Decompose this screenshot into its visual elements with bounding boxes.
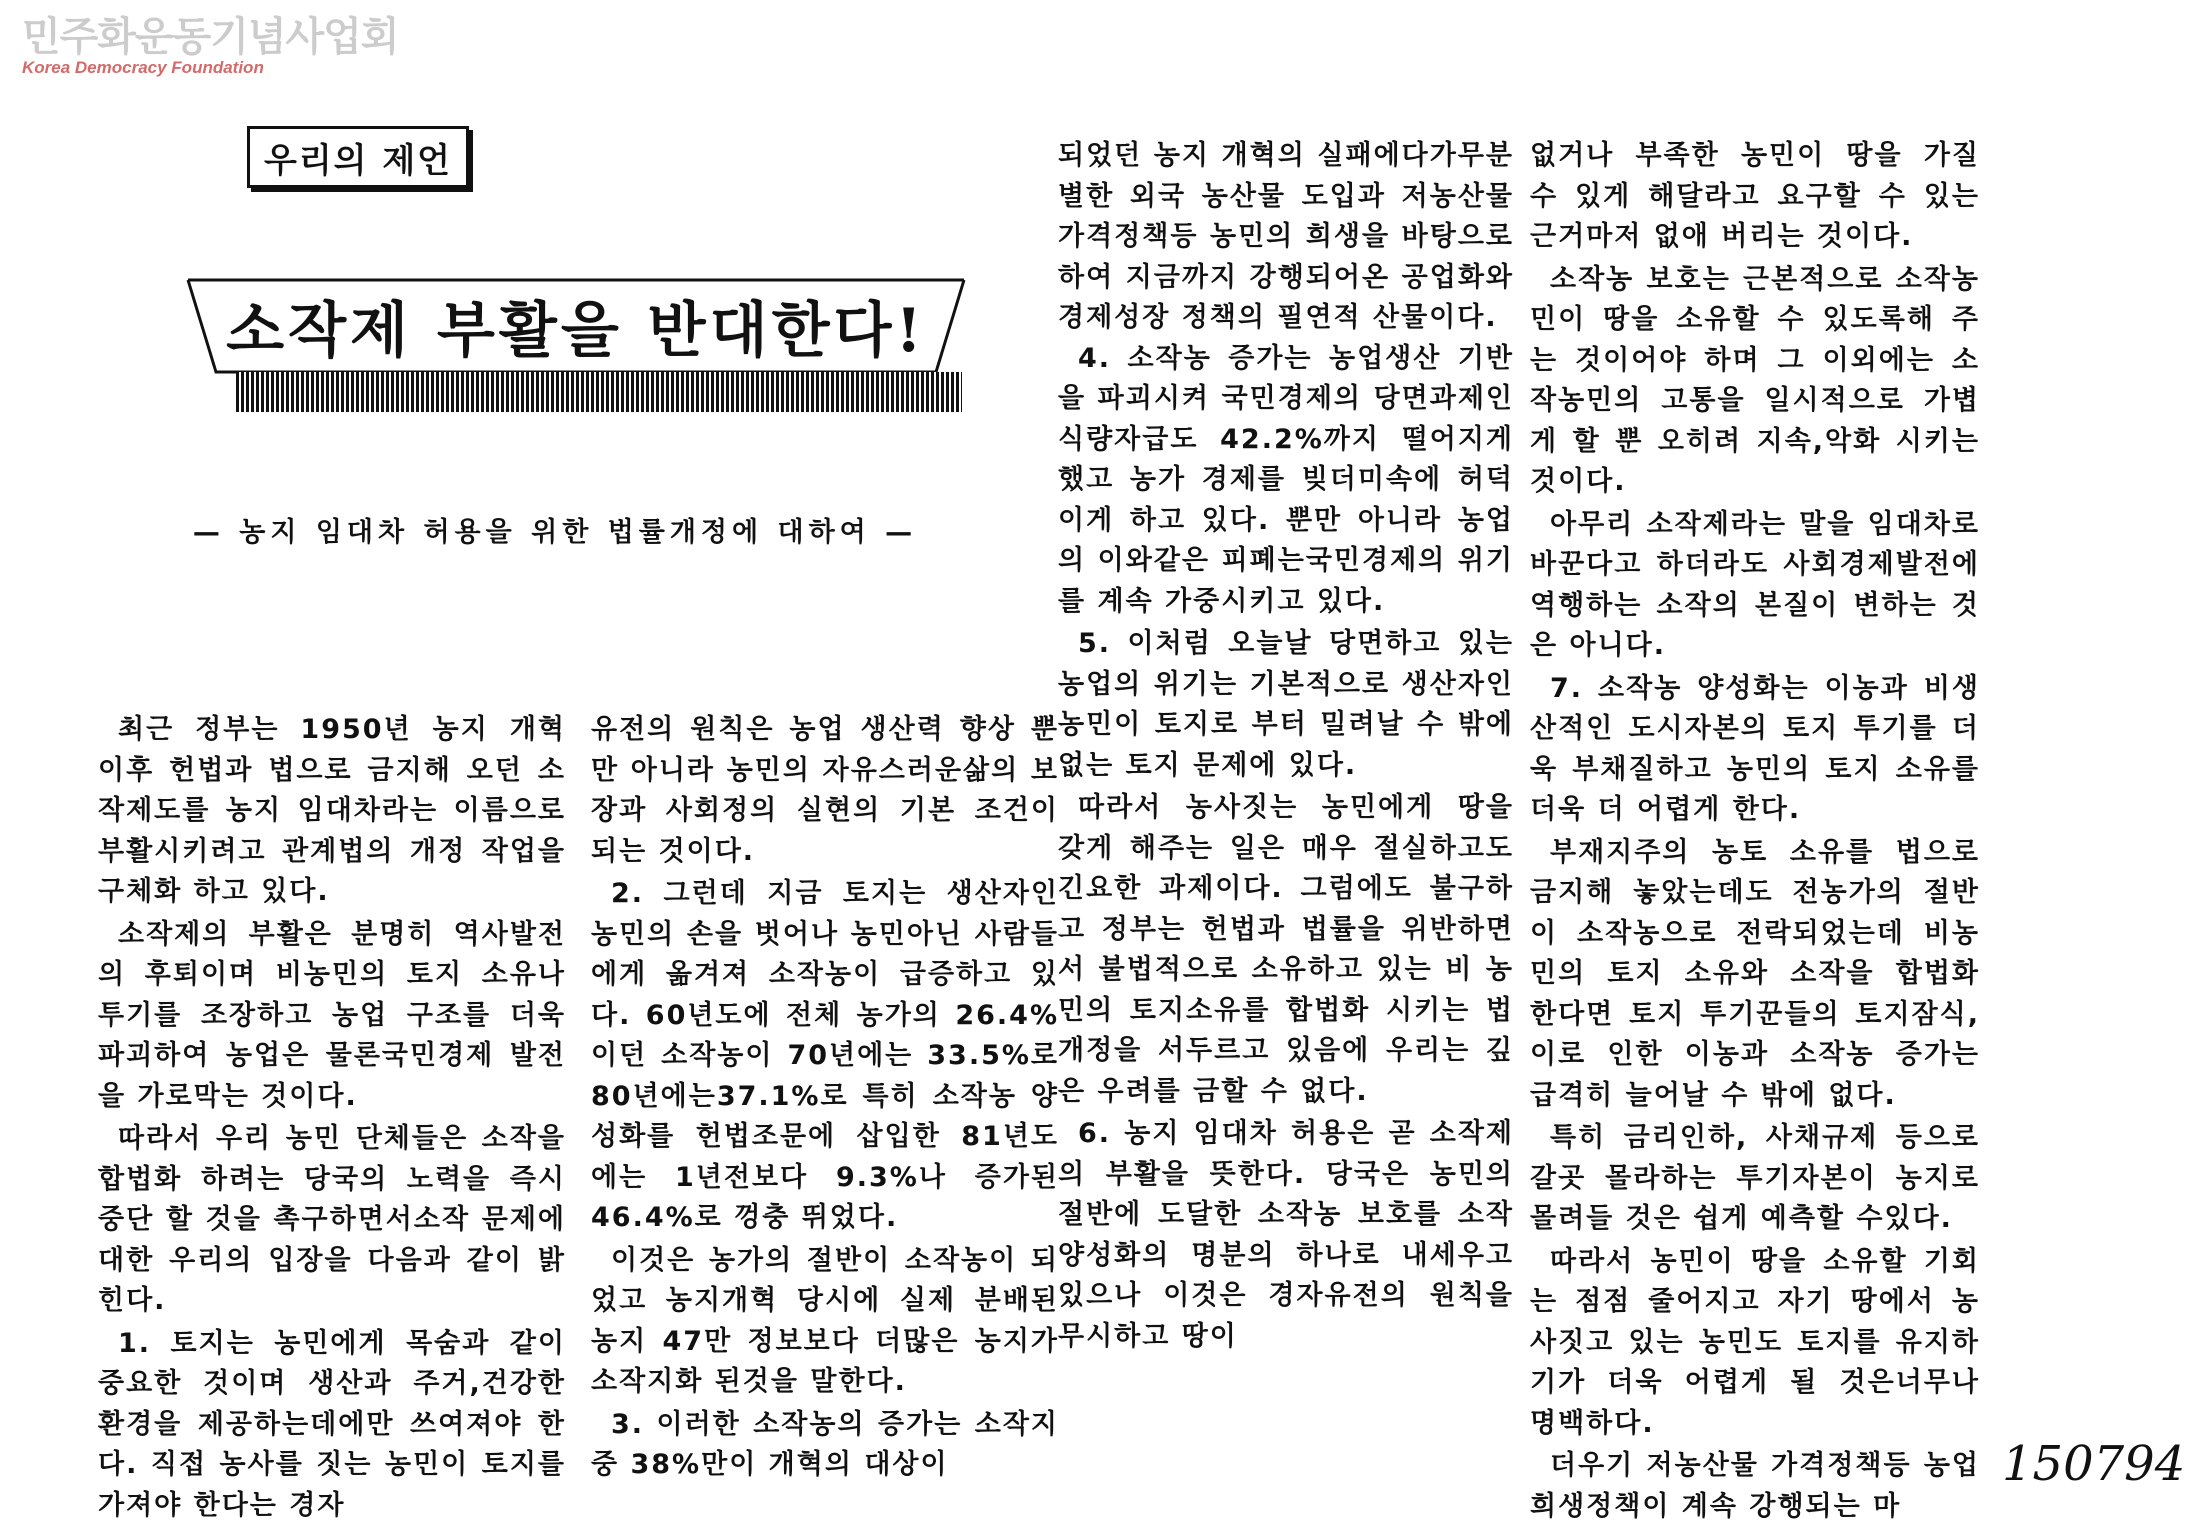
article-column-4 xyxy=(1530,136,1980,1522)
paragraph: 최근 정부는 1950년 농지 개혁 이후 헌법과 법으로 금지해 오던 소작제도를 농지 임대차라는 이름으로 부활시키려고 관계법의 개정 작업을 구체화 하고 있다. xyxy=(98,714,566,907)
paragraph: 5. 이처럼 오늘날 당면하고 있는 농업의 위기는 기본적으로 생산자인 농민이 토지로 부터 밀려날 수 밖에 없는 토지 문제에 있다. xyxy=(1058,628,1514,781)
paragraph: 2. 그런데 지금 토지는 생산자인 농민의 손을 벗어나 농민아닌 사람들에게 옮겨져 소작농이 급증하고 있다. 60년도에 전체 농가의 26.4%이던 소작농이 70년에는 33.5%로 80년에는37.1%로 특히 소작농 양성화를 헌법조문에 삽입한 81년도에는 1년전보다 9.3%나 증가된 46.4%로 껑충 뛰었다. xyxy=(591,878,1059,1233)
paragraph: 7. 소작농 양성화는 이농과 비생산적인 도시자본의 토지 투기를 더욱 부채질하고 농민의 토지 소유를 더욱 더 어렵게 한다. xyxy=(1530,672,1980,825)
headline-text: 소작제 부활을 반대한다! xyxy=(226,296,926,366)
paragraph: 아무리 소작제라는 말을 임대차로 바꾼다고 하더라도 사회경제발전에 역행하는 소작의 본질이 변하는 것은 아니다. xyxy=(1530,508,1980,661)
watermark-korean: 민주화운동기념사업회 xyxy=(22,14,399,60)
subtitle: — 농지 임대차 허용을 위한 법률개정에 대하여 — xyxy=(192,517,918,548)
paragraph: 4. 소작농 증가는 농업생산 기반을 파괴시켜 국민경제의 당면과제인 식량자급도 42.2%까지 떨어지게 했고 농가 경제를 빚더미속에 허덕이게 하고 있다. 뿐만 아니라 농업의 이와같은 피폐는국민경제의 위기를 계속 가중시키고 있다. xyxy=(1058,342,1514,617)
article-column-1 xyxy=(98,710,566,1521)
paragraph: 유전의 원칙은 농업 생산력 향상 뿐만 아니라 농민의 자유스러운삶의 보장과 사회정의 실현의 기본 조건이 되는 것이다. xyxy=(591,714,1059,867)
paragraph: 6. 농지 임대차 허용은 곧 소작제의 부활을 뜻한다. 당국은 농민의 절반에 도달한 소작농 보호를 소작 양성화의 명분의 하나로 내세우고 있으나 이것은 경자유전의 원칙을 무시하고 땅이 xyxy=(1058,1118,1514,1352)
paragraph: 소작농 보호는 근본적으로 소작농민이 땅을 소유할 수 있도록해 주는 것이어야 하며 그 이외에는 소작농민의 고통을 일시적으로 가볍게 할 뿐 오히려 지속,악화 시키는 것이다. xyxy=(1530,263,1980,497)
paragraph: 따라서 농사짓는 농민에게 땅을 갖게 해주는 일은 매우 절실하고도 긴요한 과제이다. 그럼에도 불구하고 정부는 헌법과 법률을 위반하면서 불법적으로 소유하고 있는 비 농민의 토지소유를 합법화 시키는 법 개정을 서두르고 있음에 우리는 깊은 우려를 금할 수 없다. xyxy=(1058,792,1514,1107)
paragraph: 되었던 농지 개혁의 실패에다가무분별한 외국 농산물 도입과 저농산물 가격정책등 농민의 희생을 바탕으로 하여 지금까지 강행되어온 공업화와 경제성장 정책의 필연적 산물이다. xyxy=(1058,140,1514,333)
paragraph: 특히 금리인하, 사채규제 등으로 갈곳 몰라하는 투기자본이 농지로 몰려들 것은 쉽게 예측할 수있다. xyxy=(1530,1122,1980,1234)
section-label: 우리의 제언 xyxy=(247,126,469,188)
watermark-english: Korea Democracy Foundation xyxy=(22,58,264,77)
headline-hatch-bar xyxy=(236,372,962,412)
watermark xyxy=(22,14,398,78)
article-column-2 xyxy=(591,710,1059,1515)
paragraph: 소작제의 부활은 분명히 역사발전의 후퇴이며 비농민의 토지 소유나 투기를 조장하고 농업 구조를 더욱 파괴하여 농업은 물론국민경제 발전을 가로막는 것이다. xyxy=(98,918,566,1112)
paragraph: 1. 토지는 농민에게 목숨과 같이 중요한 것이며 생산과 주거,건강한 환경을 제공하는데에만 쓰여져야 한다. 직접 농사를 짓는 농민이 토지를 가져야 한다는 경자 xyxy=(98,1327,566,1521)
paragraph: 부재지주의 농토 소유를 법으로 금지해 놓았는데도 전농가의 절반이 소작농으로 전락되었는데 비농민의 토지 소유와 소작을 합법화 한다면 토지 투기꾼들의 토지잠식, 이로 인한 이농과 소작농 증가는 급격히 늘어날 수 밖에 없다. xyxy=(1530,836,1980,1111)
archive-number: 150794 xyxy=(2002,1436,2185,1492)
paragraph: 3. 이러한 소작농의 증가는 소작지중 38%만이 개혁의 대상이 xyxy=(591,1408,1059,1480)
article-column-3 xyxy=(1058,136,1514,1516)
paragraph: 이것은 농가의 절반이 소작농이 되었고 농지개혁 당시에 실제 분배된 농지 47만 정보보다 더많은 농지가 소작지화 된것을 말한다. xyxy=(591,1244,1059,1397)
paragraph: 따라서 우리 농민 단체들은 소작을 합법화 하려는 당국의 노력을 즉시 중단 할 것을 촉구하면서소작 문제에 대한 우리의 입장을 다음과 같이 밝힌다. xyxy=(98,1123,566,1316)
headline-banner xyxy=(188,276,964,376)
paragraph: 더우기 저농산물 가격정책등 농업 희생정책이 계속 강행되는 마 xyxy=(1530,1450,1980,1522)
paragraph: 없거나 부족한 농민이 땅을 가질 수 있게 해달라고 요구할 수 있는 근거마저 없애 버리는 것이다. xyxy=(1530,140,1980,252)
paragraph: 따라서 농민이 땅을 소유할 기회는 점점 줄어지고 자기 땅에서 농사짓고 있는 농민도 토지를 유지하기가 더욱 어렵게 될 것은너무나 명백하다. xyxy=(1530,1245,1980,1439)
